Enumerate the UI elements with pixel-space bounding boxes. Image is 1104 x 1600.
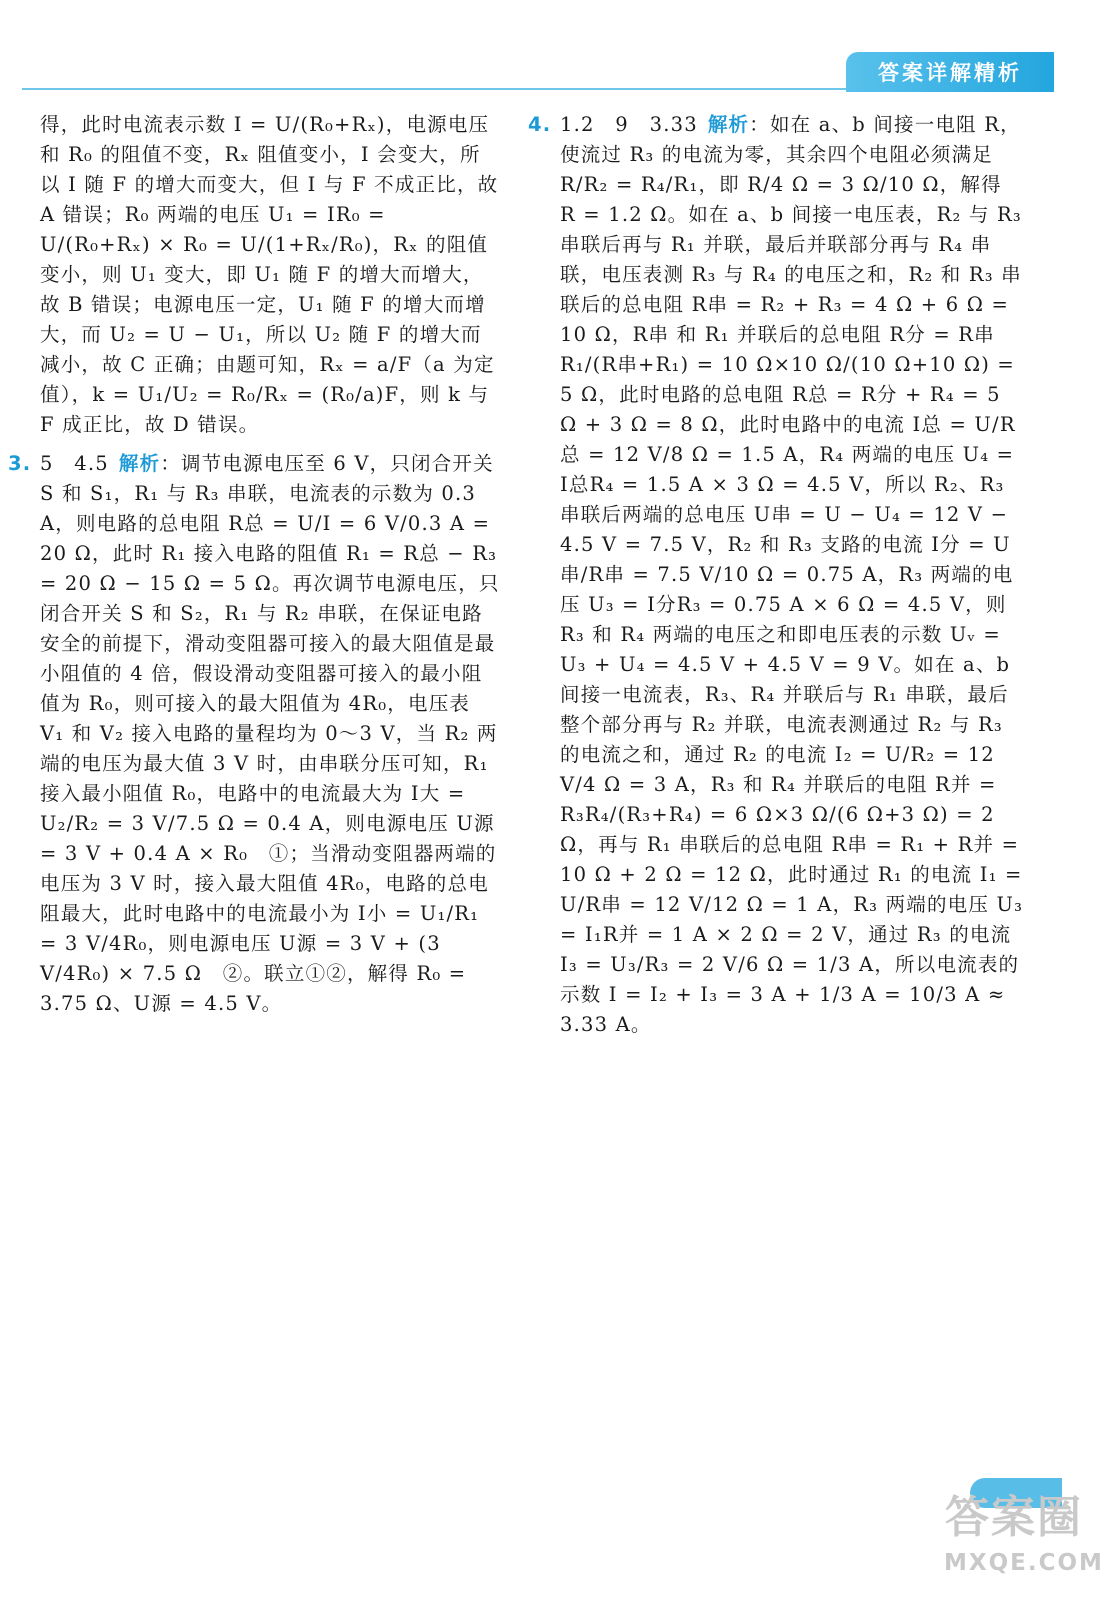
right-column <box>528 110 1025 1049</box>
q3-answer: 5 4.5 <box>40 452 109 475</box>
q3-block <box>8 449 500 1019</box>
q3-number: 3. <box>8 452 32 475</box>
q4-block <box>528 110 1025 1040</box>
q4-answer: 1.2 9 3.33 <box>560 113 698 136</box>
watermark-top: 答案圈 <box>945 1492 1083 1543</box>
q3-analysis-text: ：调节电源电压至 6 V，只闭合开关 S 和 S₁，R₁ 与 R₃ 串联，电流表的示数为 0.3 A，则电路的总电阻 R总 = U/I = 6 V/0.3 A = 20 Ω，此时 R₁ 接入电路的阻值 R₁ = R总 − R₃ = 20 Ω − 15 Ω = 5 Ω。再次调节电源电压，只闭合开关 S 和 S₂，R₁ 与 R₂ 串联，在保证电路安全的前提下，滑动变阻器可接入的最大阻值是最小阻值的 4 倍，假设滑动变阻器可接入的最小阻值为 R₀，则可接入的最大阻值为 4R₀，电压表 V₁ 和 V₂ 接入电路的量程均为 0～3 V，当 R₂ 两端的电压为最大值 3 V 时，由串联分压可知，R₁ 接入最小阻值 R₀，电路中的电流最大为 I大 = U₂/R₂ = 3 V/7.5 Ω = 0.4 A，则电源电压 U源 = 3 V + 0.4 A × R₀ ①；当滑动变阻器两端的电压为 3 V 时，接入最大阻值 4R₀，电路的总电阻最大，此时电路中的电流最小为 I小 = U₁/R₁ = 3 V/4R₀，则电源电压 U源 = 3 V + (3 V/4R₀) × 7.5 Ω ②。联立①②，解得 R₀ = 3.75 Ω、U源 = 4.5 V。 <box>40 452 500 1015</box>
section-tag: 答案详解精析 <box>846 52 1054 92</box>
left-column <box>8 110 500 1028</box>
q2-continuation: 得，此时电流表示数 I = U/(R₀+Rₓ)，电源电压和 R₀ 的阻值不变，Rₓ 阻值变小，I 会变大，所以 I 随 F 的增大而变大，但 I 与 F 不成正比，故 A 错误；R₀ 两端的电压 U₁ = IR₀ = U/(R₀+Rₓ) × R₀ = U/(1+Rₓ/R₀)，Rₓ 的阻值变小，则 U₁ 变大，即 U₁ 随 F 的增大而增大，故 B 错误；电源电压一定，U₁ 随 F 的增大而增大，而 U₂ = U − U₁，所以 U₂ 随 F 的增大而减小，故 C 正确；由题可知，Rₓ = a/F（a 为定值），k = U₁/U₂ = R₀/Rₓ = (R₀/a)F，则 k 与 F 成正比，故 D 错误。 <box>40 113 499 436</box>
watermark-bottom: MXQE.COM <box>944 1550 1104 1576</box>
q4-number: 4. <box>528 113 552 136</box>
q4-analysis-label: 解析 <box>707 113 750 136</box>
q3-analysis-label: 解析 <box>118 452 161 475</box>
q4-analysis-text: ：如在 a、b 间接一电阻 R，使流过 R₃ 的电流为零，其余四个电阻必须满足 R/R₂ = R₄/R₁，即 R/4 Ω = 3 Ω/10 Ω，解得 R = 1.2 Ω。如在 a、b 间接一电压表，R₂ 与 R₃ 串联后再与 R₁ 并联，最后并联部分再与 R₄ 串联，电压表测 R₃ 与 R₄ 的电压之和，R₂ 和 R₃ 串联后的总电阻 R串 = R₂ + R₃ = 4 Ω + 6 Ω = 10 Ω，R串 和 R₁ 并联后的总电阻 R分 = R串R₁/(R串+R₁) = 10 Ω×10 Ω/(10 Ω+10 Ω) = 5 Ω，此时电路的总电阻 R总 = R分 + R₄ = 5 Ω + 3 Ω = 8 Ω，此时电路中的电流 I总 = U/R总 = 12 V/8 Ω = 1.5 A，R₄ 两端的电压 U₄ = I总R₄ = 1.5 A × 3 Ω = 4.5 V，所以 R₂、R₃ 串联后两端的总电压 U串 = U − U₄ = 12 V − 4.5 V = 7.5 V，R₂ 和 R₃ 支路的电流 I分 = U串/R串 = 7.5 V/10 Ω = 0.75 A，R₃ 两端的电压 U₃ = I分R₃ = 0.75 A × 6 Ω = 4.5 V，则 R₃ 和 R₄ 两端的电压之和即电压表的示数 Uᵥ = U₃ + U₄ = 4.5 V + 4.5 V = 9 V。如在 a、b 间接一电流表，R₃、R₄ 并联后与 R₁ 串联，最后整个部分再与 R₂ 并联，电流表测通过 R₂ 与 R₃ 的电流之和，通过 R₂ 的电流 I₂ = U/R₂ = 12 V/4 Ω = 3 A，R₃ 和 R₄ 并联后的电阻 R并 = R₃R₄/(R₃+R₄) = 6 Ω×3 Ω/(6 Ω+3 Ω) = 2 Ω，再与 R₁ 串联后的总电阻 R串 = R₁ + R并 = 10 Ω + 2 Ω = 12 Ω，此时通过 R₁ 的电流 I₁ = U/R串 = 12 V/12 Ω = 1 A，R₃ 两端的电压 U₃ = I₁R并 = 1 A × 2 Ω = 2 V，通过 R₃ 的电流 I₃ = U₃/R₃ = 2 V/6 Ω = 1/3 A，所以电流表的示数 I = I₂ + I₃ = 3 A + 1/3 A = 10/3 A ≈ 3.33 A。 <box>560 113 1024 1036</box>
watermark-logo <box>944 1488 1104 1600</box>
